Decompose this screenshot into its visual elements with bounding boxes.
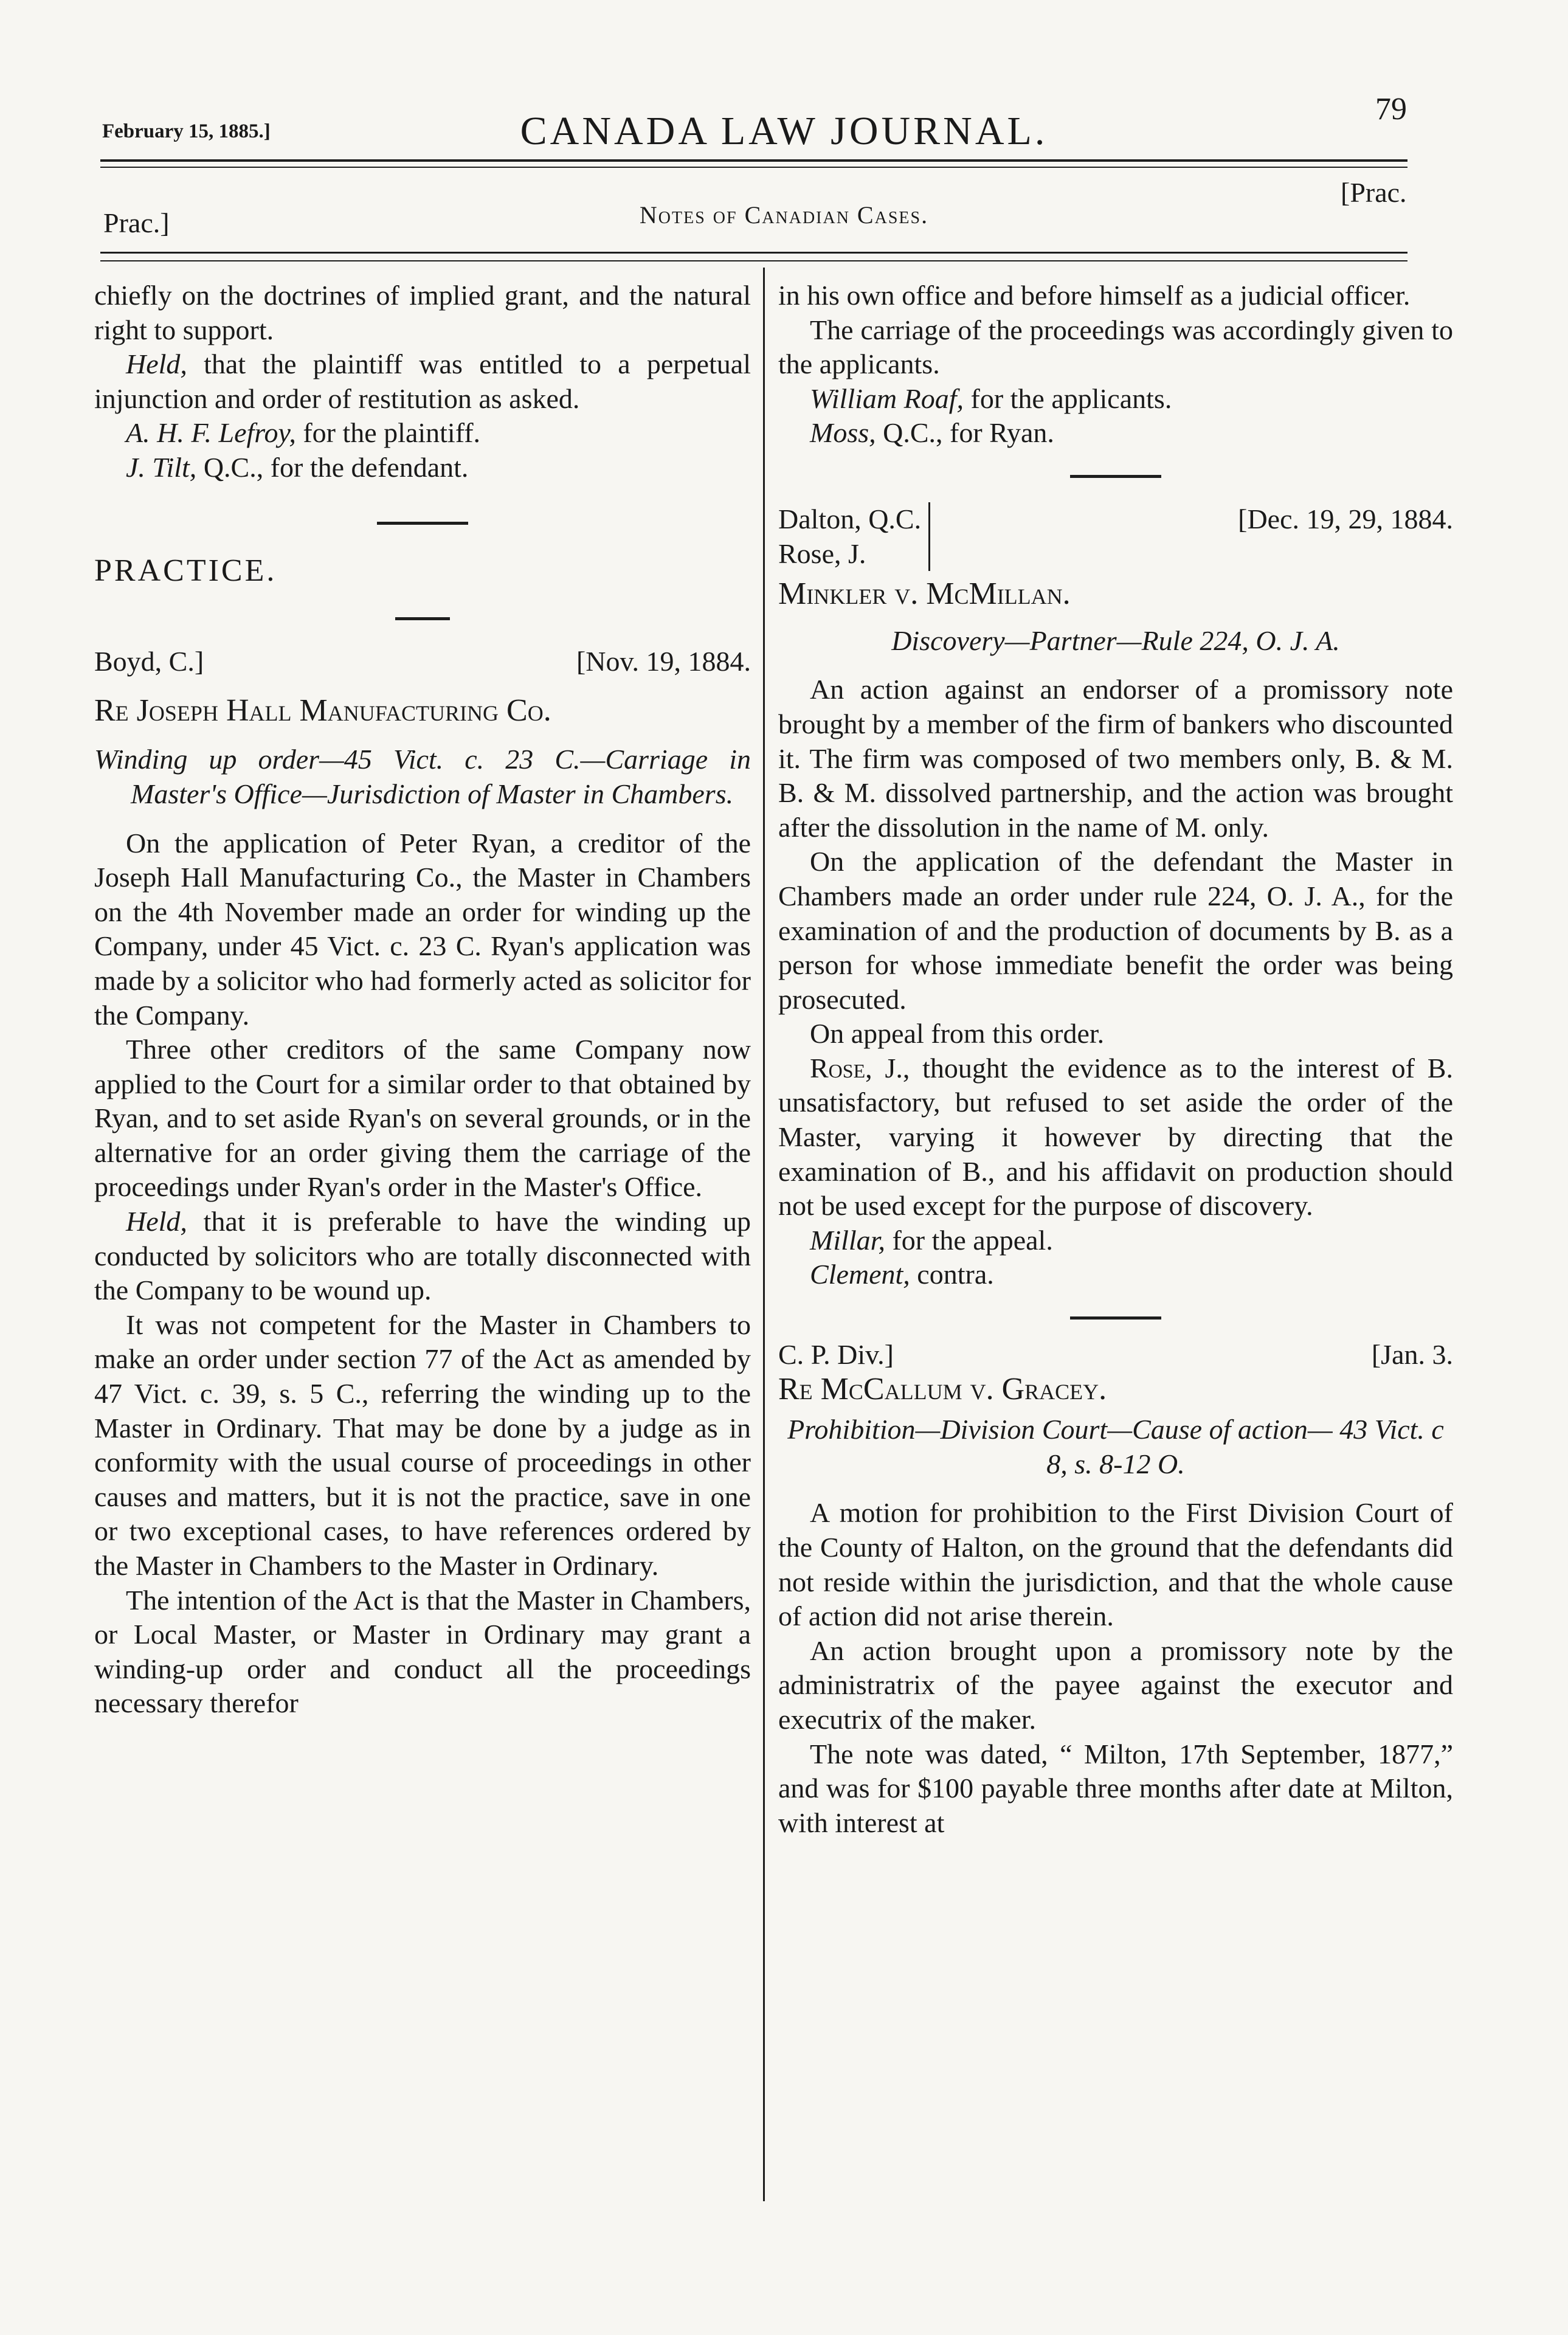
held-label: Held, xyxy=(126,348,187,380)
body-paragraph: Three other creditors of the same Company now applied to the Court for a similar order to that obtained by Ryan, and to set aside Ryan's on several grounds, or in the alternative for an order giving them the carriage of the proceedings under Ryan's order in the Master's Office. xyxy=(94,1034,751,1203)
judgment-paragraph xyxy=(778,1051,1453,1223)
intro-paragraph: chiefly on the doctrines of implied grant, and the natural right to support. xyxy=(94,280,751,345)
counsel-name: Millar, xyxy=(810,1224,885,1256)
counsel-name: Moss, xyxy=(810,417,876,449)
judge-name: Rose, J. xyxy=(778,538,866,569)
header-rule-top xyxy=(100,159,1407,162)
counsel-line-contra xyxy=(778,1257,1453,1292)
section-rule xyxy=(100,252,1407,254)
counsel-role: for the applicants. xyxy=(964,382,1172,414)
counsel-name: William Roaf, xyxy=(810,382,964,414)
counsel-line-plaintiff xyxy=(94,416,751,451)
judge-name: Rose, J., xyxy=(810,1052,910,1084)
counsel-role: Q.C., for the defendant. xyxy=(196,451,469,483)
counsel-role: for the appeal. xyxy=(885,1224,1053,1256)
counsel-line-defendant xyxy=(94,451,751,485)
header-rule-second xyxy=(100,167,1407,168)
case-subhead: Prohibition—Division Court—Cause of action— 43 Vict. c 8, s. 8-12 O. xyxy=(787,1414,1444,1479)
column-divider xyxy=(763,268,765,2201)
judge-name: Dalton, Q.C. xyxy=(778,503,922,534)
counsel-line-applicants xyxy=(778,382,1453,417)
body-paragraph: An action against an endorser of a promissory note brought by a member of the firm of bankers who discounted it. The firm was composed of two members only, B. & M. B. & M. dissolved partnership, and the action was brought after the dissolution in the name of M. only. xyxy=(778,674,1453,843)
left-column xyxy=(94,278,751,1721)
held-paragraph xyxy=(94,1205,751,1308)
case-header-row xyxy=(94,645,751,679)
right-column xyxy=(778,278,1453,1840)
case-title: Re Joseph Hall Manufacturing Co. xyxy=(94,693,551,728)
section-separator xyxy=(377,522,468,525)
section-rule-lower xyxy=(100,260,1407,261)
held-text: that the plaintiff was entitled to a perpetual injunction and order of restitution as asked. xyxy=(94,348,751,414)
counsel-role: Q.C., for Ryan. xyxy=(876,417,1054,449)
section-separator xyxy=(395,617,450,620)
case-subhead: Discovery—Partner—Rule 224, O. J. A. xyxy=(891,624,1340,656)
issue-date: February 15, 1885.] xyxy=(102,120,271,142)
case-date: [Dec. 19, 29, 1884. xyxy=(1238,503,1453,534)
held-text: that it is preferable to have the winding up conducted by solicitors who are totally disconnected with the Company to be wound up. xyxy=(94,1206,751,1306)
counsel-name: A. H. F. Lefroy, xyxy=(126,417,296,449)
practice-heading: PRACTICE. xyxy=(94,553,277,588)
counsel-role: for the plaintiff. xyxy=(295,417,481,449)
body-paragraph: A motion for prohibition to the First Division Court of the County of Halton, on the ground that the defendants did not reside within the jurisdiction, and that the whole cause of action did not arise therein. xyxy=(778,1497,1453,1632)
intro-held-paragraph xyxy=(94,347,751,416)
case-subhead: Winding up order—45 Vict. c. 23 C.—Carriage in Master's Office—Jurisdiction of Master in Chambers. xyxy=(94,744,751,809)
section-separator xyxy=(1070,1316,1161,1320)
section-right-label: [Prac. xyxy=(1341,177,1407,208)
body-paragraph: The note was dated, “ Milton, 17th September, 1877,” and was for $100 payable three months after date at Milton, with interest at xyxy=(778,1738,1453,1838)
case-judge: Boyd, C.] xyxy=(94,646,204,677)
case-title: Re McCallum v. Gracey. xyxy=(778,1371,1107,1406)
body-paragraph: On the application of the defendant the Master in Chambers made an order under rule 224, O. J. A., for the examination of and the production of documents by B. as a person for whose immediate benefit the order was being prosecuted. xyxy=(778,846,1453,1015)
bench-judges xyxy=(778,502,930,571)
body-paragraph: The intention of the Act is that the Master in Chambers, or Local Master, or Master in Ordinary may grant a winding-up order and conduct all the proceedings necessary therefor xyxy=(94,1584,751,1719)
body-paragraph: On appeal from this order. xyxy=(810,1018,1105,1050)
body-paragraph: The carriage of the proceedings was accordingly given to the applicants. xyxy=(778,314,1453,380)
body-paragraph: On the application of Peter Ryan, a creditor of the Joseph Hall Manufacturing Co., the Master in Chambers on the 4th November made an order for winding up the Company, under 45 Vict. c. 23 C. Ryan's application was made by a solicitor who had formerly acted as solicitor for the Company. xyxy=(94,827,751,1031)
section-title: Notes of Canadian Cases. xyxy=(639,201,929,229)
section-separator xyxy=(1070,475,1161,478)
case-court: C. P. Div.] xyxy=(778,1339,894,1371)
counsel-role: contra. xyxy=(910,1259,994,1290)
counsel-line-appeal xyxy=(778,1223,1453,1258)
case-header-row xyxy=(778,1338,1453,1372)
journal-title: CANADA LAW JOURNAL. xyxy=(520,109,1048,153)
body-paragraph: It was not competent for the Master in Chambers to make an order under section 77 of the Act as amended by 47 Vict. c. 39, s. 5 C., referring the winding up to the Master in Ordinary. That may be done by a judge as in conformity with the usual course of proceedings in other causes and matters, but it is not the practice, save in one or two exceptional cases, to have references ordered by the Master in Chambers to the Master in Ordinary. xyxy=(94,1309,751,1581)
counsel-name: J. Tilt, xyxy=(126,451,197,483)
case-date: [Nov. 19, 1884. xyxy=(576,646,751,677)
counsel-line-ryan xyxy=(778,416,1453,451)
page-number: 79 xyxy=(1375,92,1407,126)
judgment-text: thought the evidence as to the interest of B. unsatisfactory, but refused to set aside the order of the Master, varying it however by directing that the examination of B., and his affidavit on production should not be used except for the purpose of discovery. xyxy=(778,1052,1453,1222)
body-paragraph: An action brought upon a promissory note by the administratrix of the payee against the executor and executrix of the maker. xyxy=(778,1634,1453,1735)
section-left-label: Prac.] xyxy=(103,207,170,238)
case-title: Minkler v. McMillan. xyxy=(778,576,1071,612)
continued-paragraph: in his own office and before himself as a judicial officer. xyxy=(778,280,1411,311)
case-header-row xyxy=(778,502,1453,571)
held-label: Held, xyxy=(126,1206,187,1237)
counsel-name: Clement, xyxy=(810,1259,910,1290)
case-date: [Jan. 3. xyxy=(1371,1339,1453,1371)
